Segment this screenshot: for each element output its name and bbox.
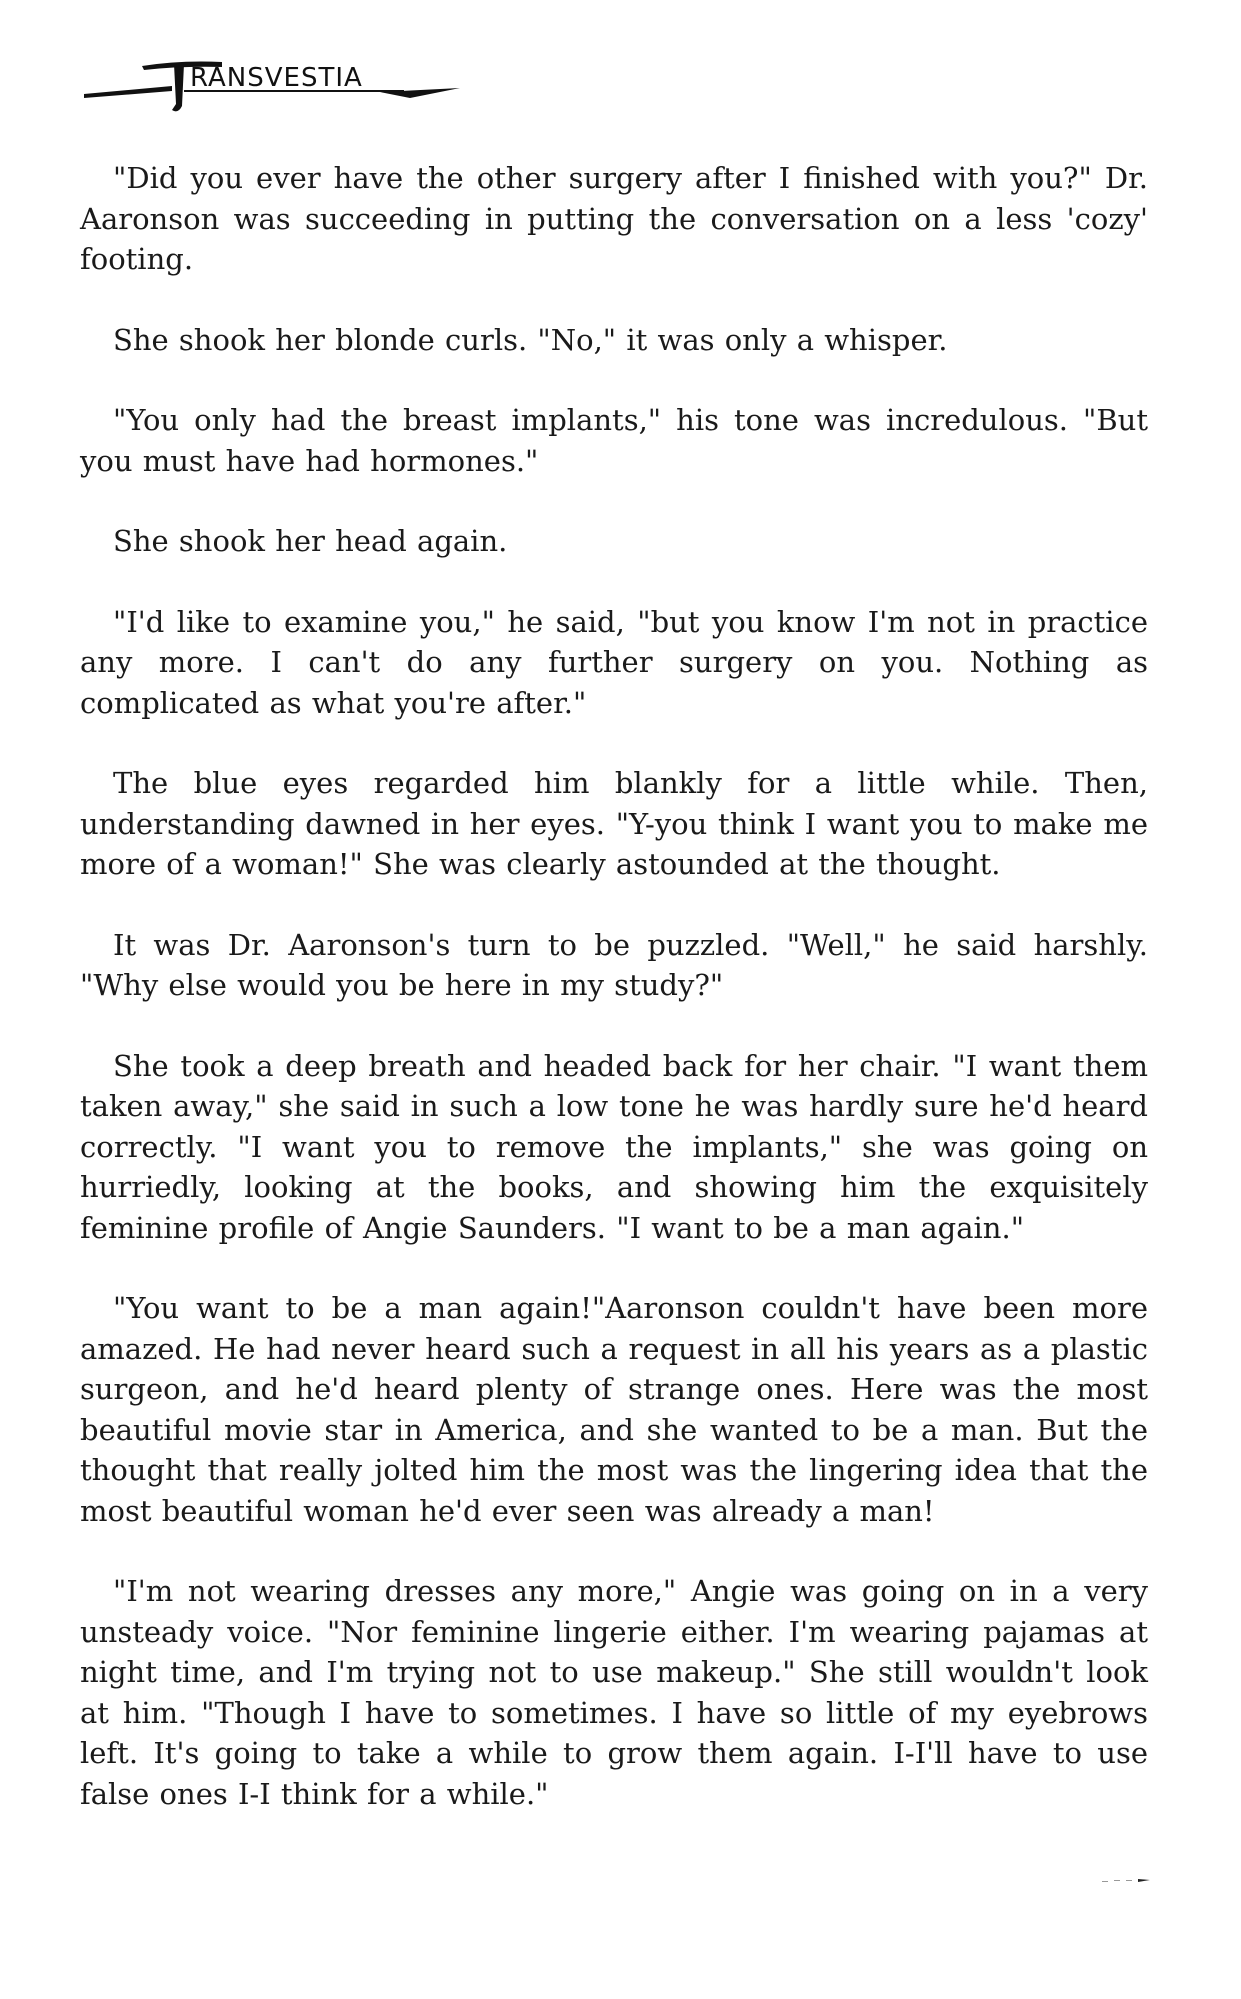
masthead-title: RANSVESTIA <box>190 63 363 93</box>
paragraph: "I'd like to examine you," he said, "but you know I'm not in practice any more. I can't do any further surgery on you. Nothing as complicated as what you're after." <box>80 604 1148 720</box>
paragraph: "You want to be a man again!"Aaronson couldn't have been more amazed. He had never heard such a request in all his years as a plastic surgeon, and he'd heard plenty of strange ones. Here was the most beautiful movie star in America, and she wanted to be a man. But the thought that really jolted him the most was the lingering idea that the most beautiful woman he'd ever seen was already a man! <box>80 1291 1148 1528</box>
paragraph: "You only had the breast implants," his tone was incredulous. "But you must have had hormones." <box>80 403 1148 478</box>
paragraph: "Did you ever have the other surgery after I finished with you?" Dr. Aaronson was succeeding in putting the conversation on a less 'cozy' footing. <box>80 161 1148 276</box>
paragraph: She shook her head again. <box>113 524 508 558</box>
masthead <box>80 46 470 116</box>
paragraph: The blue eyes regarded him blankly for a little while. Then, understanding dawned in her eyes. "Y-you think I want you to make me more of a woman!" She was clearly astounded at the thought. <box>80 766 1148 881</box>
paragraph: She shook her blonde curls. "No," it was only a whisper. <box>113 322 948 357</box>
continuation-mark <box>1102 1877 1152 1885</box>
paragraph: It was Dr. Aaronson's turn to be puzzled. "Well," he said harshly. "Why else would you be here in my study?" <box>80 927 1148 1002</box>
page-body <box>80 158 1148 1854</box>
paragraph: "I'm not wearing dresses any more," Angie was going on in a very unsteady voice. "Nor feminine lingerie either. I'm wearing pajamas at night time, and I'm trying not to use makeup." She still wouldn't look at him. "Though I have to sometimes. I have so little of my eyebrows left. It's going to take a while to grow them again. I-I'll have to use false ones I-I think for a while." <box>80 1574 1148 1811</box>
paragraph: She took a deep breath and headed back for her chair. "I want them taken away," she said in such a low tone he was hardly sure he'd heard correctly. "I want you to remove the implants," she was going on hurriedly, looking at the books, and showing him the exquisitely feminine profile of Angie Saunders. "I want to be a man again." <box>80 1048 1148 1245</box>
